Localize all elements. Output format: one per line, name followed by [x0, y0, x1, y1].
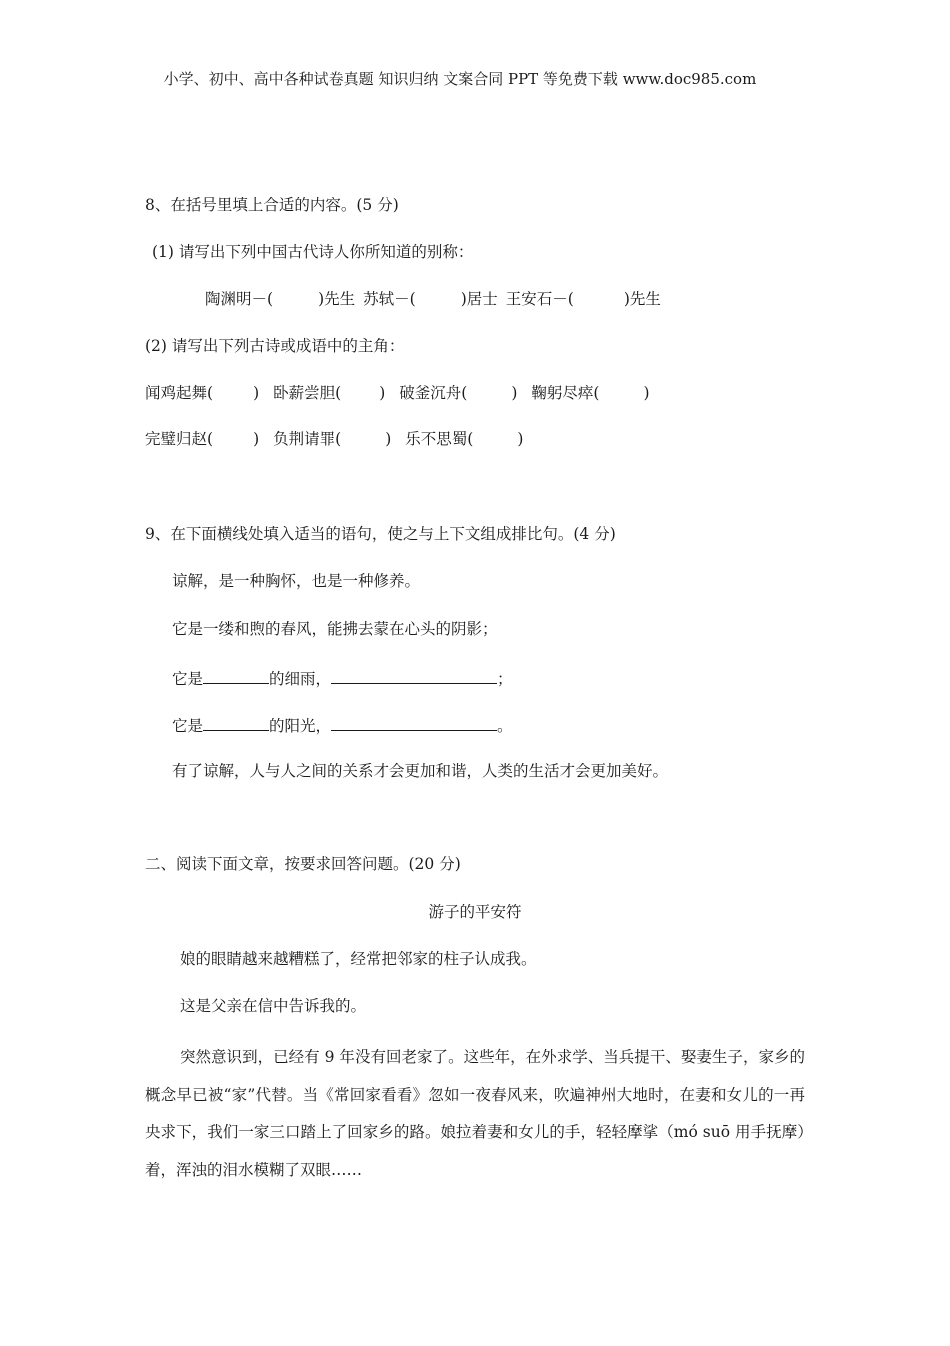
idiom-close: ) [379, 384, 386, 402]
question-8-sub2-prompt: (2) 请写出下列古诗或成语中的主角： [145, 337, 405, 355]
question-9-title: 9、在下面横线处填入适当的语句，使之与上下文组成排比句。(4 分) [145, 525, 616, 543]
poet-alias-suffix: )先生 [623, 290, 661, 308]
idiom-item: 鞠躬尽瘁( [531, 384, 600, 402]
article-paragraph-3: 突然意识到，已经有 9 年没有回老家了。这些年，在外求学、当兵提干、娶妻生子，家乡的概念早已被“家”代替。当《常回家看看》忽如一夜春风来，吹遍神州大地时，在妻和女儿的一再央求下，我们一家三口踏上了回家乡的路。娘拉着妻和女儿的手，轻轻摩挲（mó suō 用手抚摩）着，浑浊的泪水模糊了双眼…… [145, 1048, 805, 1179]
question-8-sub2-row1 [145, 383, 650, 403]
question-8-sub2-row2 [145, 429, 523, 449]
fill-blank-long[interactable] [331, 714, 497, 731]
idiom-item: 乐不思蜀( [405, 430, 474, 448]
article-title: 游子的平安符 [428, 903, 522, 921]
question-8-sub1-items [205, 289, 661, 309]
fill-blank-short[interactable] [203, 667, 269, 684]
question-9-line-1: 谅解，是一种胸怀，也是一种修养。 [172, 572, 421, 590]
question-9-line-4 [172, 714, 513, 736]
question-9-line-2: 它是一缕和煦的春风，能拂去蒙在心头的阴影； [172, 620, 498, 638]
fill-blank-short[interactable] [203, 714, 269, 731]
line-end: 。 [497, 717, 513, 735]
idiom-close: ) [517, 430, 524, 448]
idiom-close: ) [253, 384, 260, 402]
line-mid: 的细雨， [269, 670, 332, 688]
poet-alias-item: 苏轼－( [363, 290, 416, 308]
fill-blank-long[interactable] [331, 667, 497, 684]
line-start: 它是 [172, 717, 204, 735]
idiom-item: 负荆请罪( [273, 430, 342, 448]
question-9-line-5: 有了谅解，人与人之间的关系才会更加和谐，人类的生活才会更加美好。 [172, 762, 669, 780]
idiom-close: ) [253, 430, 260, 448]
section-2-title: 二、阅读下面文章，按要求回答问题。(20 分) [145, 855, 461, 873]
idiom-close: ) [511, 384, 518, 402]
poet-alias-suffix: )居士 [460, 290, 498, 308]
article-paragraph-1: 娘的眼睛越来越糟糕了，经常把邻家的柱子认成我。 [180, 950, 537, 968]
page-header: 小学、初中、高中各种试卷真题 知识归纳 文案合同 PPT 等免费下载 www.doc985.com [163, 70, 757, 88]
line-start: 它是 [172, 670, 204, 688]
article-paragraph-2: 这是父亲在信中告诉我的。 [180, 997, 367, 1015]
idiom-item: 卧薪尝胆( [273, 384, 342, 402]
poet-alias-suffix: )先生 [318, 290, 356, 308]
poet-alias-item: 王安石－( [505, 290, 574, 308]
idiom-item: 破釜沉舟( [399, 384, 468, 402]
question-8-title: 8、在括号里填上合适的内容。(5 分) [145, 196, 399, 214]
line-end: ； [497, 670, 513, 688]
question-8-sub1-prompt: (1) 请写出下列中国古代诗人你所知道的别称： [152, 243, 474, 261]
question-9-line-3 [172, 667, 513, 689]
idiom-close: ) [643, 384, 650, 402]
idiom-close: ) [385, 430, 392, 448]
line-mid: 的阳光， [269, 717, 332, 735]
idiom-item: 闻鸡起舞( [145, 384, 214, 402]
poet-alias-item: 陶渊明－( [205, 290, 274, 308]
idiom-item: 完璧归赵( [145, 430, 214, 448]
